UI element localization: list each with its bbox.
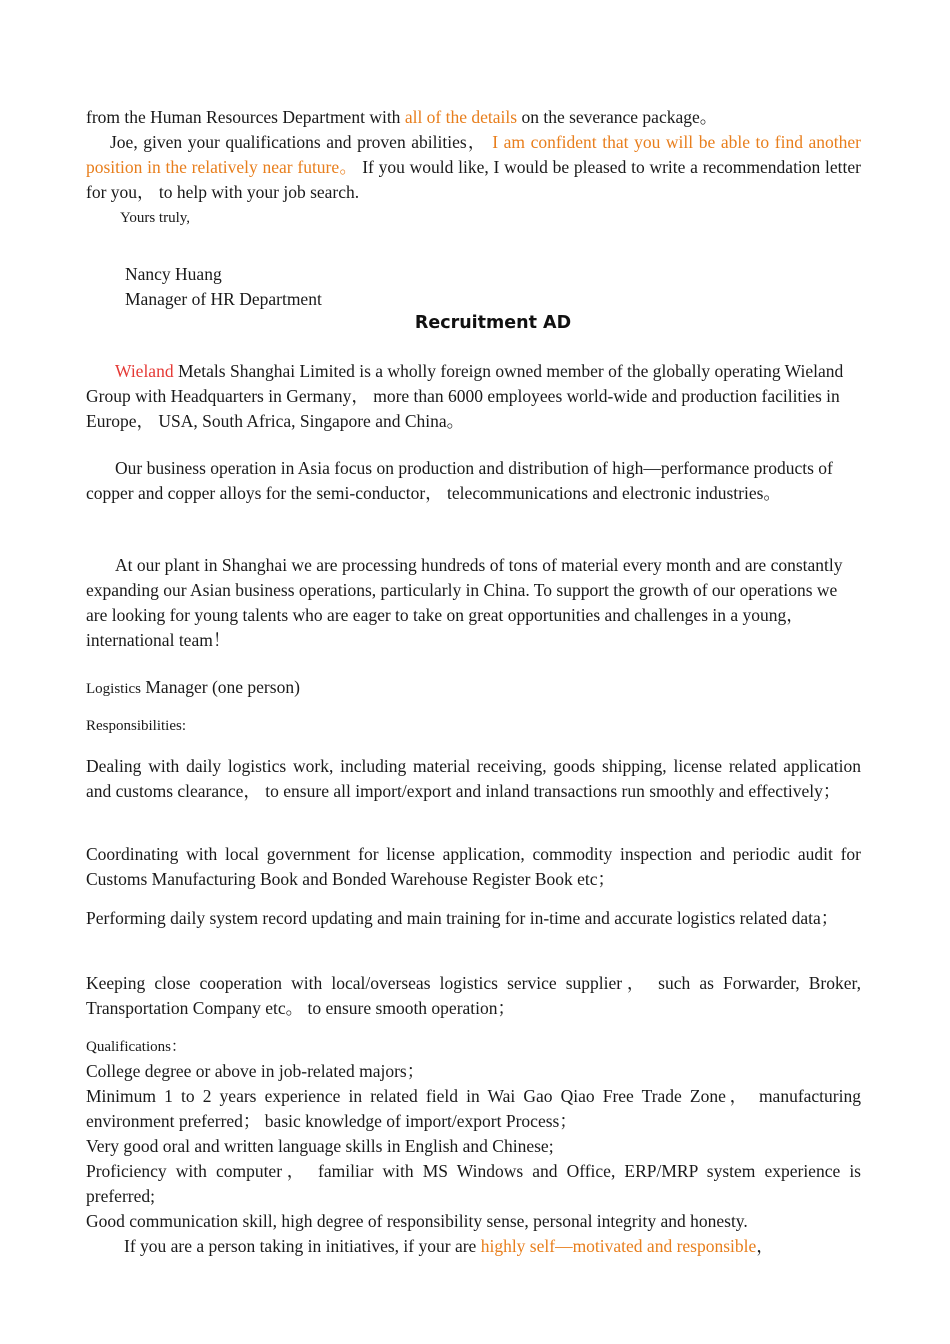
highlight-confident: I am confident that you will be able to find another position in the relatively near future。 [86, 132, 861, 177]
ad-closing-line [86, 1234, 861, 1259]
ad-business-paragraph: Our business operation in Asia focus on production and distribution of high—performance products of copper and copper alloys for the semi-conductor， telecommunications and electronic industries。 [86, 458, 833, 503]
responsibility-item: Performing daily system record updating and main training for in-time and accurate logistics related data； [86, 908, 839, 928]
letter-line-severance [86, 105, 861, 130]
responsibility-item: Dealing with daily logistics work, including material receiving, goods shipping, license related application and customs clearance， to ensure all import/export and inland transactions run smoothly and effectively； [86, 756, 861, 801]
ad-text: If you are a person taking in initiatives, if your are [124, 1236, 481, 1256]
qualification-item: Proficiency with computer， familiar with MS Windows and Office, ERP/MRP system experience is preferred; [86, 1161, 861, 1206]
company-name-highlight: Wieland [115, 361, 174, 381]
responsibilities-label: Responsibilities: [86, 718, 187, 734]
letter-text: If you would like, I would be pleased to write a recommendation letter for you， to help with your job search. [86, 157, 861, 202]
letter-closing: Yours truly, [120, 210, 191, 226]
qualification-item: Minimum 1 to 2 years experience in related field in Wai Gao Qiao Free Trade Zone， manufacturing environment preferred； basic knowledge of import/export Process； [86, 1086, 861, 1131]
qualification-item: Very good oral and written language skills in English and Chinese; [86, 1136, 554, 1156]
ad-text: Metals Shanghai Limited is a wholly foreign owned member of the globally operating Wieland Group with Headquarters in Germany， more than 6000 employees world-wide and production facilities in Europe， USA, South Africa, Singapore and China。 [86, 361, 844, 431]
qualifications-list [86, 1059, 861, 1234]
position-title [86, 675, 861, 702]
qualification-item: Good communication skill, high degree of responsibility sense, personal integrity and honesty. [86, 1211, 748, 1231]
signer-title: Manager of HR Department [125, 289, 322, 309]
qualifications-label: Qualifications： [86, 1039, 186, 1055]
signer-name: Nancy Huang [125, 264, 222, 284]
qualification-item: College degree or above in job-related majors； [86, 1061, 425, 1081]
letter-paragraph-confidence [86, 130, 861, 205]
ad-text: ， [756, 1236, 774, 1256]
responsibility-item: Coordinating with local government for license application, commodity inspection and periodic audit for Customs Manufacturing Book and Bonded Warehouse Register Book etc； [86, 844, 861, 889]
letter-text: from the Human Resources Department with [86, 107, 405, 127]
position-text: Manager (one person) [141, 677, 300, 697]
highlight-details: all of the details [404, 107, 518, 127]
responsibility-item: Keeping close cooperation with local/overseas logistics service supplier， such as Forwarder, Broker, Transportation Company etc。 to ensure smooth operation； [86, 973, 861, 1018]
letter-text: Joe, given your qualifications and proven abilities， [110, 132, 487, 152]
highlight-self-motivated: highly self—motivated and responsible [480, 1236, 757, 1256]
letter-text: on the severance package。 [517, 107, 718, 127]
ad-plant-paragraph: At our plant in Shanghai we are processing hundreds of tons of material every month and are constantly expanding our Asian business operations, particularly in China. To support the growth of our operations we are looking for young talents who are eager to take on great opportunities and challenges in a young， international team！ [86, 555, 843, 650]
ad-intro-paragraph [86, 359, 861, 434]
recruitment-title: Recruitment AD [414, 313, 572, 333]
position-label: Logistics [86, 681, 141, 697]
